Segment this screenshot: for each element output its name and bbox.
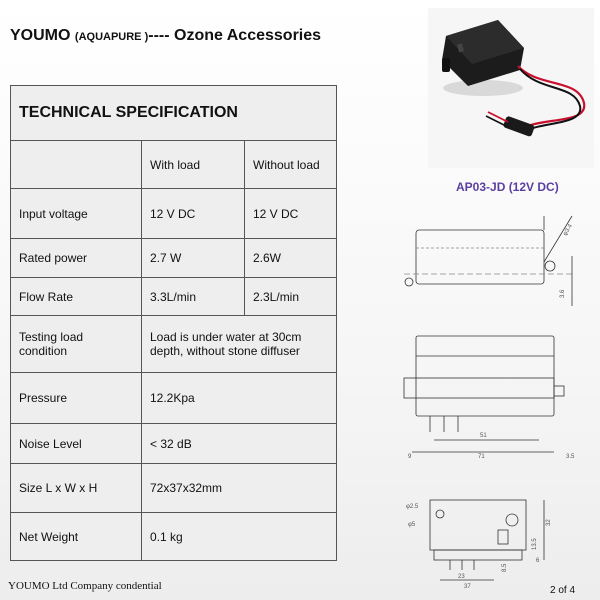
page-number: 2 of 4 (550, 585, 576, 596)
row-without-load: 12 V DC (245, 189, 337, 239)
dim-label-32: 32 (546, 519, 552, 526)
table-row (11, 513, 337, 561)
row-label: Input voltage (11, 189, 142, 239)
row-with-load: 12 V DC (142, 189, 245, 239)
header-cell-with-load: With load (142, 141, 245, 189)
table-row (11, 316, 337, 373)
dim-label-3-6: 3.6 (560, 289, 566, 298)
dimension-drawing (394, 196, 600, 590)
dim-label-37: 37 (464, 584, 471, 590)
product-photo (428, 8, 594, 168)
spec-title: TECHNICAL SPECIFICATION (11, 86, 337, 141)
row-value: 0.1 kg (142, 513, 337, 561)
table-row (11, 189, 337, 239)
dim-label-6: 6 (536, 558, 540, 564)
row-label: Net Weight (11, 513, 142, 561)
row-value: < 32 dB (142, 424, 337, 464)
dim-label-8-5: 8.5 (502, 563, 508, 572)
dim-label-3-5: 3.5 (566, 454, 575, 460)
row-label: Size L x W x H (11, 464, 142, 513)
row-with-load: 2.7 W (142, 239, 245, 278)
row-label: Flow Rate (11, 278, 142, 316)
dim-label-9: 9 (408, 454, 412, 460)
row-with-load: 3.3L/min (142, 278, 245, 316)
row-label: Noise Level (11, 424, 142, 464)
header-sub: (AQUAPURE ) (74, 31, 149, 43)
dim-label-phi-5: φ5 (408, 522, 416, 528)
spec-table (10, 85, 337, 561)
row-label: Rated power (11, 239, 142, 278)
header-cell-empty (11, 141, 142, 189)
technical-drawing (394, 196, 600, 590)
table-row (11, 239, 337, 278)
header-cell-without-load: Without load (245, 141, 337, 189)
page-header (10, 27, 321, 45)
dim-label-51: 51 (480, 433, 487, 439)
diagram-title: AP03-JD (12V DC) (456, 180, 559, 194)
ozone-pump-illustration (428, 8, 594, 168)
dim-label-71: 71 (478, 454, 485, 460)
dim-label-23: 23 (458, 574, 465, 580)
dim-label-phi-3-4: φ3.4 (562, 223, 574, 237)
row-value: 72x37x32mm (142, 464, 337, 513)
row-value: 12.2Kpa (142, 373, 337, 424)
header-rest: ---- Ozone Accessories (148, 27, 322, 44)
row-value: Load is under water at 30cm depth, without stone diffuser (142, 316, 337, 373)
row-label: Pressure (11, 373, 142, 424)
table-row (11, 464, 337, 513)
row-without-load: 2.6W (245, 239, 337, 278)
table-row (11, 278, 337, 316)
footer-text: YOUMO Ltd Company condential (8, 580, 162, 592)
row-label: Testing load condition (11, 316, 142, 373)
table-row (11, 424, 337, 464)
table-row (11, 373, 337, 424)
header-brand: YOUMO (10, 27, 71, 44)
row-without-load: 2.3L/min (245, 278, 337, 316)
dim-label-phi-2-5: φ2.5 (406, 504, 419, 510)
dim-label-13-5: 13.5 (532, 538, 538, 550)
